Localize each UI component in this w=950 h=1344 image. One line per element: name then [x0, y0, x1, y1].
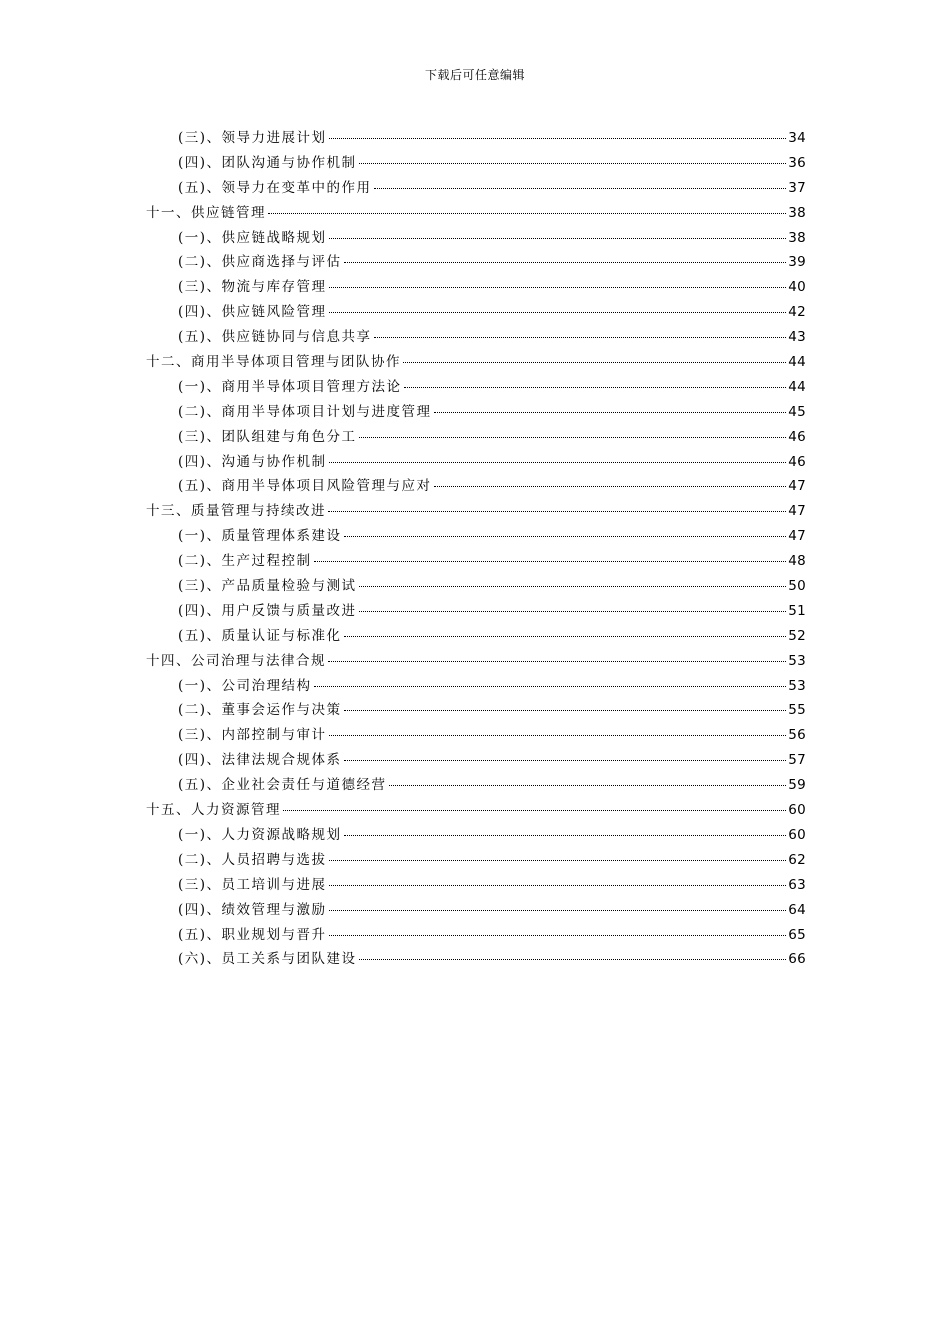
toc-section-entry[interactable] [146, 126, 806, 151]
toc-entry-title: 十五、人力资源管理 [146, 802, 281, 819]
toc-section-entry[interactable] [146, 698, 806, 723]
toc-section-entry[interactable] [146, 325, 806, 350]
toc-entry-title: (五)、商用半导体项目风险管理与应对 [178, 478, 432, 495]
toc-entry-title: (五)、质量认证与标准化 [178, 627, 342, 644]
toc-entry-page-number: 50 [788, 578, 806, 595]
toc-entry-page-number: 38 [788, 204, 806, 221]
toc-chapter-entry[interactable] [146, 649, 806, 674]
toc-section-entry[interactable] [146, 947, 806, 972]
toc-dot-leader [359, 586, 787, 587]
toc-dot-leader [329, 885, 787, 886]
toc-dot-leader [403, 362, 786, 363]
toc-chapter-entry[interactable] [146, 350, 806, 375]
toc-section-entry[interactable] [146, 250, 806, 275]
toc-entry-title: (四)、用户反馈与质量改进 [178, 602, 357, 619]
toc-entry-page-number: 63 [788, 876, 806, 893]
toc-dot-leader [283, 810, 786, 811]
toc-dot-leader [329, 287, 787, 288]
toc-entry-title: (二)、商用半导体项目计划与进度管理 [178, 403, 432, 420]
toc-dot-leader [344, 536, 787, 537]
toc-entry-title: (一)、人力资源战略规划 [178, 826, 342, 843]
toc-dot-leader [329, 860, 787, 861]
toc-dot-leader [329, 138, 787, 139]
toc-section-entry[interactable] [146, 674, 806, 699]
toc-dot-leader [359, 163, 787, 164]
toc-entry-page-number: 52 [788, 627, 806, 644]
toc-entry-page-number: 46 [788, 428, 806, 445]
toc-entry-page-number: 59 [788, 777, 806, 794]
toc-entry-page-number: 38 [788, 229, 806, 246]
toc-entry-title: (五)、职业规划与晋升 [178, 926, 327, 943]
toc-chapter-entry[interactable] [146, 499, 806, 524]
toc-section-entry[interactable] [146, 524, 806, 549]
toc-section-entry[interactable] [146, 300, 806, 325]
toc-entry-page-number: 37 [788, 179, 806, 196]
toc-entry-title: (二)、人员招聘与选拔 [178, 851, 327, 868]
toc-dot-leader [329, 312, 787, 313]
toc-dot-leader [329, 238, 787, 239]
toc-entry-title: (一)、供应链战略规划 [178, 229, 327, 246]
toc-entry-title: (三)、物流与库存管理 [178, 279, 327, 296]
toc-section-entry[interactable] [146, 898, 806, 923]
toc-dot-leader [389, 785, 787, 786]
toc-entry-page-number: 56 [788, 727, 806, 744]
toc-dot-leader [344, 760, 787, 761]
toc-entry-title: (四)、团队沟通与协作机制 [178, 154, 357, 171]
toc-entry-page-number: 62 [788, 851, 806, 868]
toc-dot-leader [329, 735, 787, 736]
table-of-contents [146, 126, 806, 972]
toc-dot-leader [359, 611, 787, 612]
toc-dot-leader [359, 437, 787, 438]
toc-entry-page-number: 65 [788, 926, 806, 943]
toc-entry-title: (二)、董事会运作与决策 [178, 702, 342, 719]
toc-section-entry[interactable] [146, 375, 806, 400]
toc-dot-leader [359, 959, 787, 960]
toc-entry-page-number: 44 [788, 378, 806, 395]
toc-entry-title: (五)、企业社会责任与道德经营 [178, 777, 387, 794]
toc-section-entry[interactable] [146, 474, 806, 499]
toc-entry-title: (三)、产品质量检验与测试 [178, 578, 357, 595]
toc-dot-leader [329, 935, 787, 936]
toc-entry-title: (三)、团队组建与角色分工 [178, 428, 357, 445]
toc-chapter-entry[interactable] [146, 201, 806, 226]
toc-dot-leader [344, 262, 787, 263]
toc-entry-page-number: 44 [788, 354, 806, 371]
toc-dot-leader [434, 412, 787, 413]
toc-chapter-entry[interactable] [146, 798, 806, 823]
toc-entry-title: (一)、质量管理体系建设 [178, 528, 342, 545]
toc-entry-page-number: 34 [788, 130, 806, 146]
toc-dot-leader [314, 686, 787, 687]
toc-entry-page-number: 43 [788, 329, 806, 346]
page-header-note: 下载后可任意编辑 [424, 68, 525, 82]
toc-section-entry[interactable] [146, 151, 806, 176]
toc-section-entry[interactable] [146, 624, 806, 649]
toc-entry-title: (四)、沟通与协作机制 [178, 453, 327, 470]
toc-entry-page-number: 36 [788, 154, 806, 171]
toc-dot-leader [434, 486, 787, 487]
toc-section-entry[interactable] [146, 723, 806, 748]
toc-section-entry[interactable] [146, 400, 806, 425]
toc-entry-page-number: 66 [788, 951, 806, 968]
toc-dot-leader [328, 661, 786, 662]
toc-entry-page-number: 47 [788, 528, 806, 545]
toc-section-entry[interactable] [146, 450, 806, 475]
toc-entry-page-number: 42 [788, 304, 806, 321]
toc-entry-title: (二)、生产过程控制 [178, 553, 312, 570]
toc-dot-leader [344, 636, 787, 637]
toc-dot-leader [329, 462, 787, 463]
toc-section-entry[interactable] [146, 748, 806, 773]
toc-entry-page-number: 57 [788, 752, 806, 769]
toc-entry-title: (四)、绩效管理与激励 [178, 901, 327, 918]
toc-entry-title: (一)、商用半导体项目管理方法论 [178, 378, 402, 395]
toc-section-entry[interactable] [146, 549, 806, 574]
toc-section-entry[interactable] [146, 176, 806, 201]
toc-dot-leader [329, 910, 787, 911]
toc-entry-title: (三)、员工培训与进展 [178, 876, 327, 893]
toc-section-entry[interactable] [146, 823, 806, 848]
toc-section-entry[interactable] [146, 873, 806, 898]
toc-entry-page-number: 47 [788, 503, 806, 520]
toc-dot-leader [268, 213, 786, 214]
toc-section-entry[interactable] [146, 275, 806, 300]
toc-entry-title: 十二、商用半导体项目管理与团队协作 [146, 354, 401, 371]
toc-entry-page-number: 60 [788, 802, 806, 819]
toc-entry-title: (三)、领导力进展计划 [178, 130, 327, 146]
toc-section-entry[interactable] [146, 226, 806, 251]
toc-dot-leader [374, 188, 787, 189]
toc-section-entry[interactable] [146, 923, 806, 948]
toc-entry-title: (一)、公司治理结构 [178, 677, 312, 694]
toc-section-entry[interactable] [146, 574, 806, 599]
toc-dot-leader [344, 710, 787, 711]
toc-section-entry[interactable] [146, 848, 806, 873]
toc-entry-title: (四)、法律法规合规体系 [178, 752, 342, 769]
toc-dot-leader [374, 337, 787, 338]
toc-entry-page-number: 60 [788, 826, 806, 843]
toc-entry-page-number: 45 [788, 403, 806, 420]
toc-entry-title: (三)、内部控制与审计 [178, 727, 327, 744]
toc-dot-leader [314, 561, 787, 562]
toc-entry-page-number: 53 [788, 652, 806, 669]
toc-entry-page-number: 55 [788, 702, 806, 719]
toc-dot-leader [404, 387, 787, 388]
toc-section-entry[interactable] [146, 773, 806, 798]
toc-entry-title: 十一、供应链管理 [146, 204, 266, 221]
toc-dot-leader [328, 511, 786, 512]
toc-entry-page-number: 47 [788, 478, 806, 495]
toc-entry-title: (五)、供应链协同与信息共享 [178, 329, 372, 346]
toc-section-entry[interactable] [146, 599, 806, 624]
toc-entry-page-number: 46 [788, 453, 806, 470]
toc-entry-page-number: 48 [788, 553, 806, 570]
toc-entry-title: 十四、公司治理与法律合规 [146, 652, 326, 669]
toc-entry-page-number: 64 [788, 901, 806, 918]
toc-entry-page-number: 53 [788, 677, 806, 694]
toc-entry-title: (二)、供应商选择与评估 [178, 254, 342, 271]
toc-entry-page-number: 39 [788, 254, 806, 271]
toc-entry-title: (四)、供应链风险管理 [178, 304, 327, 321]
toc-entry-page-number: 51 [788, 602, 806, 619]
toc-entry-title: (六)、员工关系与团队建设 [178, 951, 357, 968]
toc-dot-leader [344, 835, 787, 836]
toc-entry-page-number: 40 [788, 279, 806, 296]
toc-entry-title: 十三、质量管理与持续改进 [146, 503, 326, 520]
toc-section-entry[interactable] [146, 425, 806, 450]
toc-entry-title: (五)、领导力在变革中的作用 [178, 179, 372, 196]
